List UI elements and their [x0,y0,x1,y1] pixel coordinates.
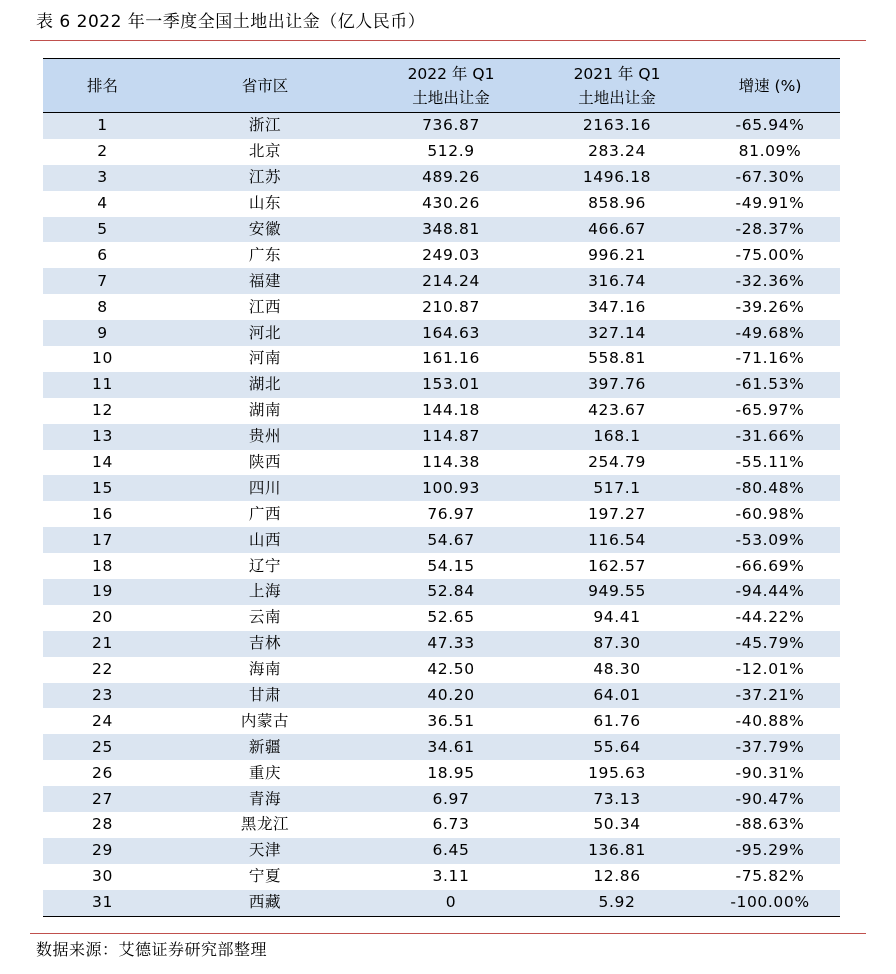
cell-province: 江苏 [162,165,368,191]
table-row [43,501,840,527]
cell-province: 甘肃 [162,683,368,709]
table-row [43,475,840,501]
cell-2022-q1: 47.33 [368,631,534,657]
cell-province: 重庆 [162,760,368,786]
table-row [43,294,840,320]
cell-2022-q1: 430.26 [368,191,534,217]
cell-2022-q1: 164.63 [368,320,534,346]
cell-growth: -65.97% [700,398,840,424]
cell-rank: 31 [43,890,162,916]
cell-province: 四川 [162,475,368,501]
cell-province: 山西 [162,527,368,553]
cell-province: 黑龙江 [162,812,368,838]
cell-2022-q1: 489.26 [368,165,534,191]
table-row [43,191,840,217]
cell-2022-q1: 6.97 [368,786,534,812]
cell-2021-q1: 5.92 [534,890,700,916]
table-row [43,217,840,243]
cell-growth: -61.53% [700,372,840,398]
cell-2021-q1: 50.34 [534,812,700,838]
cell-2022-q1: 54.67 [368,527,534,553]
table-row [43,165,840,191]
table-row [43,424,840,450]
header-2021-q1 [534,59,700,113]
header-row [43,59,840,113]
cell-2021-q1: 48.30 [534,657,700,683]
land-transfer-table [43,58,840,917]
table-row [43,450,840,476]
cell-province: 陕西 [162,450,368,476]
table-row [43,760,840,786]
cell-province: 新疆 [162,734,368,760]
cell-2021-q1: 397.76 [534,372,700,398]
cell-2021-q1: 2163.16 [534,113,700,139]
table-row [43,890,840,916]
cell-province: 北京 [162,139,368,165]
cell-growth: -53.09% [700,527,840,553]
cell-growth: -44.22% [700,605,840,631]
cell-2021-q1: 949.55 [534,579,700,605]
cell-rank: 21 [43,631,162,657]
cell-growth: -37.79% [700,734,840,760]
cell-2022-q1: 153.01 [368,372,534,398]
cell-2022-q1: 736.87 [368,113,534,139]
cell-2022-q1: 3.11 [368,864,534,890]
cell-growth: -31.66% [700,424,840,450]
cell-province: 西藏 [162,890,368,916]
table-header [43,59,840,113]
cell-growth: -100.00% [700,890,840,916]
cell-rank: 18 [43,553,162,579]
cell-province: 湖南 [162,398,368,424]
table-row [43,631,840,657]
header-2021-q1-line1: 2021 年 Q1 [573,64,661,83]
cell-growth: -40.88% [700,708,840,734]
table-row [43,242,840,268]
cell-rank: 9 [43,320,162,346]
cell-2021-q1: 558.81 [534,346,700,372]
cell-rank: 15 [43,475,162,501]
cell-2022-q1: 144.18 [368,398,534,424]
cell-growth: -32.36% [700,268,840,294]
cell-2021-q1: 327.14 [534,320,700,346]
cell-growth: -28.37% [700,217,840,243]
cell-province: 吉林 [162,631,368,657]
bottom-divider [30,933,866,934]
cell-rank: 24 [43,708,162,734]
cell-growth: -80.48% [700,475,840,501]
table-row [43,838,840,864]
cell-rank: 25 [43,734,162,760]
cell-province: 河北 [162,320,368,346]
table-row [43,786,840,812]
cell-rank: 19 [43,579,162,605]
header-rank: 排名 [43,59,162,113]
cell-growth: -90.47% [700,786,840,812]
header-2021-q1-line2: 土地出让金 [578,88,656,107]
cell-2022-q1: 114.87 [368,424,534,450]
cell-growth: -94.44% [700,579,840,605]
cell-rank: 27 [43,786,162,812]
cell-growth: -55.11% [700,450,840,476]
table-row [43,605,840,631]
cell-province: 江西 [162,294,368,320]
cell-province: 安徽 [162,217,368,243]
cell-province: 贵州 [162,424,368,450]
cell-growth: -67.30% [700,165,840,191]
cell-2022-q1: 114.38 [368,450,534,476]
cell-growth: -60.98% [700,501,840,527]
cell-rank: 12 [43,398,162,424]
cell-2022-q1: 348.81 [368,217,534,243]
cell-province: 青海 [162,786,368,812]
cell-2021-q1: 61.76 [534,708,700,734]
cell-province: 云南 [162,605,368,631]
cell-2021-q1: 858.96 [534,191,700,217]
cell-growth: -75.00% [700,242,840,268]
table-row [43,372,840,398]
table-row [43,812,840,838]
cell-province: 山东 [162,191,368,217]
table-row [43,708,840,734]
cell-rank: 22 [43,657,162,683]
cell-2021-q1: 73.13 [534,786,700,812]
cell-rank: 7 [43,268,162,294]
cell-growth: -49.68% [700,320,840,346]
cell-growth: -71.16% [700,346,840,372]
cell-rank: 13 [43,424,162,450]
cell-2021-q1: 136.81 [534,838,700,864]
cell-growth: -95.29% [700,838,840,864]
table-row [43,113,840,139]
cell-2022-q1: 54.15 [368,553,534,579]
cell-2022-q1: 210.87 [368,294,534,320]
cell-2021-q1: 168.1 [534,424,700,450]
cell-rank: 28 [43,812,162,838]
cell-growth: -37.21% [700,683,840,709]
header-2022-q1-line1: 2022 年 Q1 [407,64,495,83]
cell-province: 天津 [162,838,368,864]
table-row [43,139,840,165]
cell-rank: 29 [43,838,162,864]
cell-2021-q1: 195.63 [534,760,700,786]
top-divider [30,40,866,41]
cell-growth: -39.26% [700,294,840,320]
table-row [43,683,840,709]
cell-2022-q1: 40.20 [368,683,534,709]
cell-rank: 8 [43,294,162,320]
table-row [43,398,840,424]
cell-rank: 20 [43,605,162,631]
cell-province: 河南 [162,346,368,372]
cell-province: 辽宁 [162,553,368,579]
cell-growth: -45.79% [700,631,840,657]
cell-2021-q1: 316.74 [534,268,700,294]
cell-rank: 23 [43,683,162,709]
cell-2021-q1: 197.27 [534,501,700,527]
table-row [43,346,840,372]
header-growth: 增速 (%) [700,59,840,113]
cell-growth: -65.94% [700,113,840,139]
cell-2022-q1: 6.45 [368,838,534,864]
table-row [43,527,840,553]
cell-rank: 3 [43,165,162,191]
cell-2022-q1: 512.9 [368,139,534,165]
cell-rank: 4 [43,191,162,217]
cell-2021-q1: 254.79 [534,450,700,476]
cell-rank: 5 [43,217,162,243]
cell-2021-q1: 87.30 [534,631,700,657]
cell-growth: -12.01% [700,657,840,683]
cell-2022-q1: 34.61 [368,734,534,760]
cell-rank: 11 [43,372,162,398]
cell-2021-q1: 162.57 [534,553,700,579]
cell-2021-q1: 996.21 [534,242,700,268]
cell-province: 福建 [162,268,368,294]
cell-2022-q1: 161.16 [368,346,534,372]
cell-2021-q1: 64.01 [534,683,700,709]
cell-province: 宁夏 [162,864,368,890]
cell-rank: 26 [43,760,162,786]
cell-2022-q1: 6.73 [368,812,534,838]
cell-2021-q1: 55.64 [534,734,700,760]
cell-2022-q1: 18.95 [368,760,534,786]
cell-2022-q1: 76.97 [368,501,534,527]
cell-rank: 17 [43,527,162,553]
cell-province: 广西 [162,501,368,527]
table-caption: 表 6 2022 年一季度全国土地出让金（亿人民币） [36,12,426,32]
table-row [43,553,840,579]
table-row [43,579,840,605]
cell-province: 内蒙古 [162,708,368,734]
header-2022-q1 [368,59,534,113]
table-row [43,268,840,294]
cell-growth: -90.31% [700,760,840,786]
cell-province: 浙江 [162,113,368,139]
cell-rank: 1 [43,113,162,139]
cell-province: 广东 [162,242,368,268]
cell-province: 湖北 [162,372,368,398]
cell-province: 上海 [162,579,368,605]
cell-rank: 30 [43,864,162,890]
cell-2021-q1: 347.16 [534,294,700,320]
table-body [43,113,840,917]
cell-rank: 14 [43,450,162,476]
source-note: 数据来源：艾德证券研究部整理 [36,940,268,959]
table-row [43,320,840,346]
header-2022-q1-line2: 土地出让金 [412,88,490,107]
cell-growth: 81.09% [700,139,840,165]
cell-2022-q1: 52.65 [368,605,534,631]
cell-2022-q1: 100.93 [368,475,534,501]
cell-2021-q1: 94.41 [534,605,700,631]
table-row [43,657,840,683]
cell-growth: -88.63% [700,812,840,838]
cell-2021-q1: 1496.18 [534,165,700,191]
cell-2022-q1: 214.24 [368,268,534,294]
cell-2022-q1: 249.03 [368,242,534,268]
cell-2022-q1: 36.51 [368,708,534,734]
cell-growth: -49.91% [700,191,840,217]
cell-growth: -66.69% [700,553,840,579]
cell-2021-q1: 116.54 [534,527,700,553]
cell-rank: 2 [43,139,162,165]
cell-2022-q1: 42.50 [368,657,534,683]
cell-2021-q1: 423.67 [534,398,700,424]
cell-2021-q1: 517.1 [534,475,700,501]
cell-2022-q1: 0 [368,890,534,916]
cell-2021-q1: 466.67 [534,217,700,243]
table-row [43,734,840,760]
table-row [43,864,840,890]
cell-rank: 6 [43,242,162,268]
cell-province: 海南 [162,657,368,683]
cell-rank: 10 [43,346,162,372]
cell-2021-q1: 12.86 [534,864,700,890]
cell-2021-q1: 283.24 [534,139,700,165]
cell-rank: 16 [43,501,162,527]
cell-2022-q1: 52.84 [368,579,534,605]
header-province: 省市区 [162,59,368,113]
cell-growth: -75.82% [700,864,840,890]
